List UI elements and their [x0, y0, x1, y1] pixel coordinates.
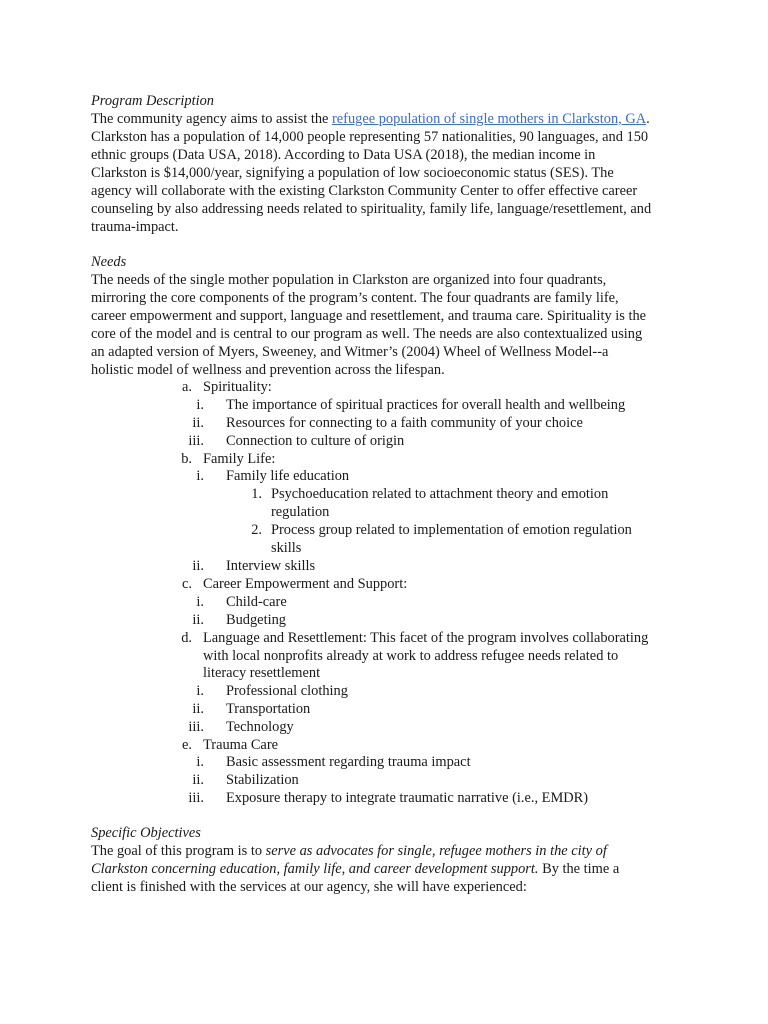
list-marker: iii. — [188, 433, 204, 449]
paragraph-line: agency will collaborate with the existing Clarkston Community Center to offer effective career — [91, 183, 638, 199]
objectives-emphasis: Clarkston concerning education, family life, and career development support. — [91, 861, 539, 877]
objectives-text: By the time a — [538, 861, 620, 877]
list-marker: 2. — [251, 522, 262, 538]
program-description-heading: Program Description — [91, 93, 214, 109]
list-marker: iii. — [188, 719, 204, 735]
paragraph-line: Clarkston is $14,000/year, signifying a population of low socioeconomic status (SES). The — [91, 165, 614, 181]
list-marker: ii. — [192, 772, 204, 788]
objectives-text: The goal of this program is to — [91, 843, 266, 859]
list-subitem: Psychoeducation related to attachment theory and emotion — [271, 486, 609, 502]
list-marker: ii. — [192, 701, 204, 717]
list-item: Budgeting — [226, 612, 286, 628]
paragraph-line: ethnic groups (Data USA, 2018). According to Data USA (2018), the median income in — [91, 147, 596, 163]
refugee-population-link[interactable]: refugee population of single mothers in Clarkston, GA — [332, 111, 647, 127]
list-item: Connection to culture of origin — [226, 433, 405, 449]
paragraph-line: holistic model of wellness and prevention across the lifespan. — [91, 362, 445, 378]
paragraph-line: an adapted version of Myers, Sweeney, and Witmer’s (2004) Wheel of Wellness Model--a — [91, 344, 609, 360]
list-item: Family life education — [226, 468, 350, 484]
list-item-title: Spirituality: — [203, 379, 272, 395]
paragraph-line: counseling by also addressing needs related to spirituality, family life, language/resettlement, and — [91, 201, 652, 217]
list-marker: c. — [182, 576, 192, 592]
list-item: Transportation — [226, 701, 311, 717]
list-item: The importance of spiritual practices for overall health and wellbeing — [226, 397, 626, 413]
list-marker: ii. — [192, 415, 204, 431]
list-marker: b. — [181, 451, 192, 467]
list-item: Stabilization — [226, 772, 299, 788]
list-item: Child-care — [226, 594, 287, 610]
list-marker: i. — [196, 468, 204, 484]
objectives-line: client is finished with the services at our agency, she will have experienced: — [91, 879, 527, 895]
paragraph-line: mirroring the core components of the program’s content. The four quadrants are family life, — [91, 290, 619, 306]
list-item: Basic assessment regarding trauma impact — [226, 754, 471, 770]
list-subitem-continuation: regulation — [271, 504, 330, 520]
needs-heading: Needs — [91, 254, 127, 270]
list-marker: a. — [182, 379, 192, 395]
specific-objectives-heading: Specific Objectives — [91, 825, 201, 841]
list-item: Resources for connecting to a faith community of your choice — [226, 415, 583, 431]
paragraph-line: The needs of the single mother population in Clarkston are organized into four quadrants, — [91, 272, 607, 288]
objectives-line — [91, 843, 607, 861]
list-marker: iii. — [188, 790, 204, 806]
list-item: Interview skills — [226, 558, 316, 574]
list-marker: 1. — [251, 486, 262, 502]
program-description-first-line — [91, 111, 650, 129]
list-marker: i. — [196, 594, 204, 610]
list-subitem: Process group related to implementation of emotion regulation — [271, 522, 632, 538]
list-item-title: Trauma Care — [203, 737, 279, 753]
list-marker: i. — [196, 397, 204, 413]
list-item-title-continuation: with local nonprofits already at work to address refugee needs related to — [203, 648, 619, 664]
list-marker: ii. — [192, 558, 204, 574]
list-item: Professional clothing — [226, 683, 348, 699]
paragraph-line: Clarkston has a population of 14,000 people representing 57 nationalities, 90 languages, and 150 — [91, 129, 649, 145]
intro-period: . — [646, 111, 650, 127]
list-marker: i. — [196, 754, 204, 770]
objectives-emphasis: serve as advocates for single, refugee mothers in the city of — [265, 843, 607, 859]
list-marker: e. — [182, 737, 192, 753]
list-marker: d. — [181, 630, 192, 646]
list-item-title-continuation: literacy resettlement — [203, 665, 321, 681]
list-item-title: Language and Resettlement: This facet of the program involves collaborating — [203, 630, 649, 646]
list-item-title: Family Life: — [203, 451, 276, 467]
intro-text: The community agency aims to assist the — [91, 111, 332, 127]
objectives-line — [91, 861, 619, 879]
list-marker: i. — [196, 683, 204, 699]
list-marker: ii. — [192, 612, 204, 628]
paragraph-line: career empowerment and support, language and resettlement, and trauma care. Spirituality is the — [91, 308, 647, 324]
list-item: Technology — [226, 719, 294, 735]
paragraph-line: trauma-impact. — [91, 219, 179, 235]
list-subitem-continuation: skills — [271, 540, 302, 556]
list-item-title: Career Empowerment and Support: — [203, 576, 408, 592]
list-item: Exposure therapy to integrate traumatic narrative (i.e., EMDR) — [226, 790, 589, 806]
paragraph-line: core of the model and is central to our program as well. The needs are also contextualized using — [91, 326, 643, 342]
